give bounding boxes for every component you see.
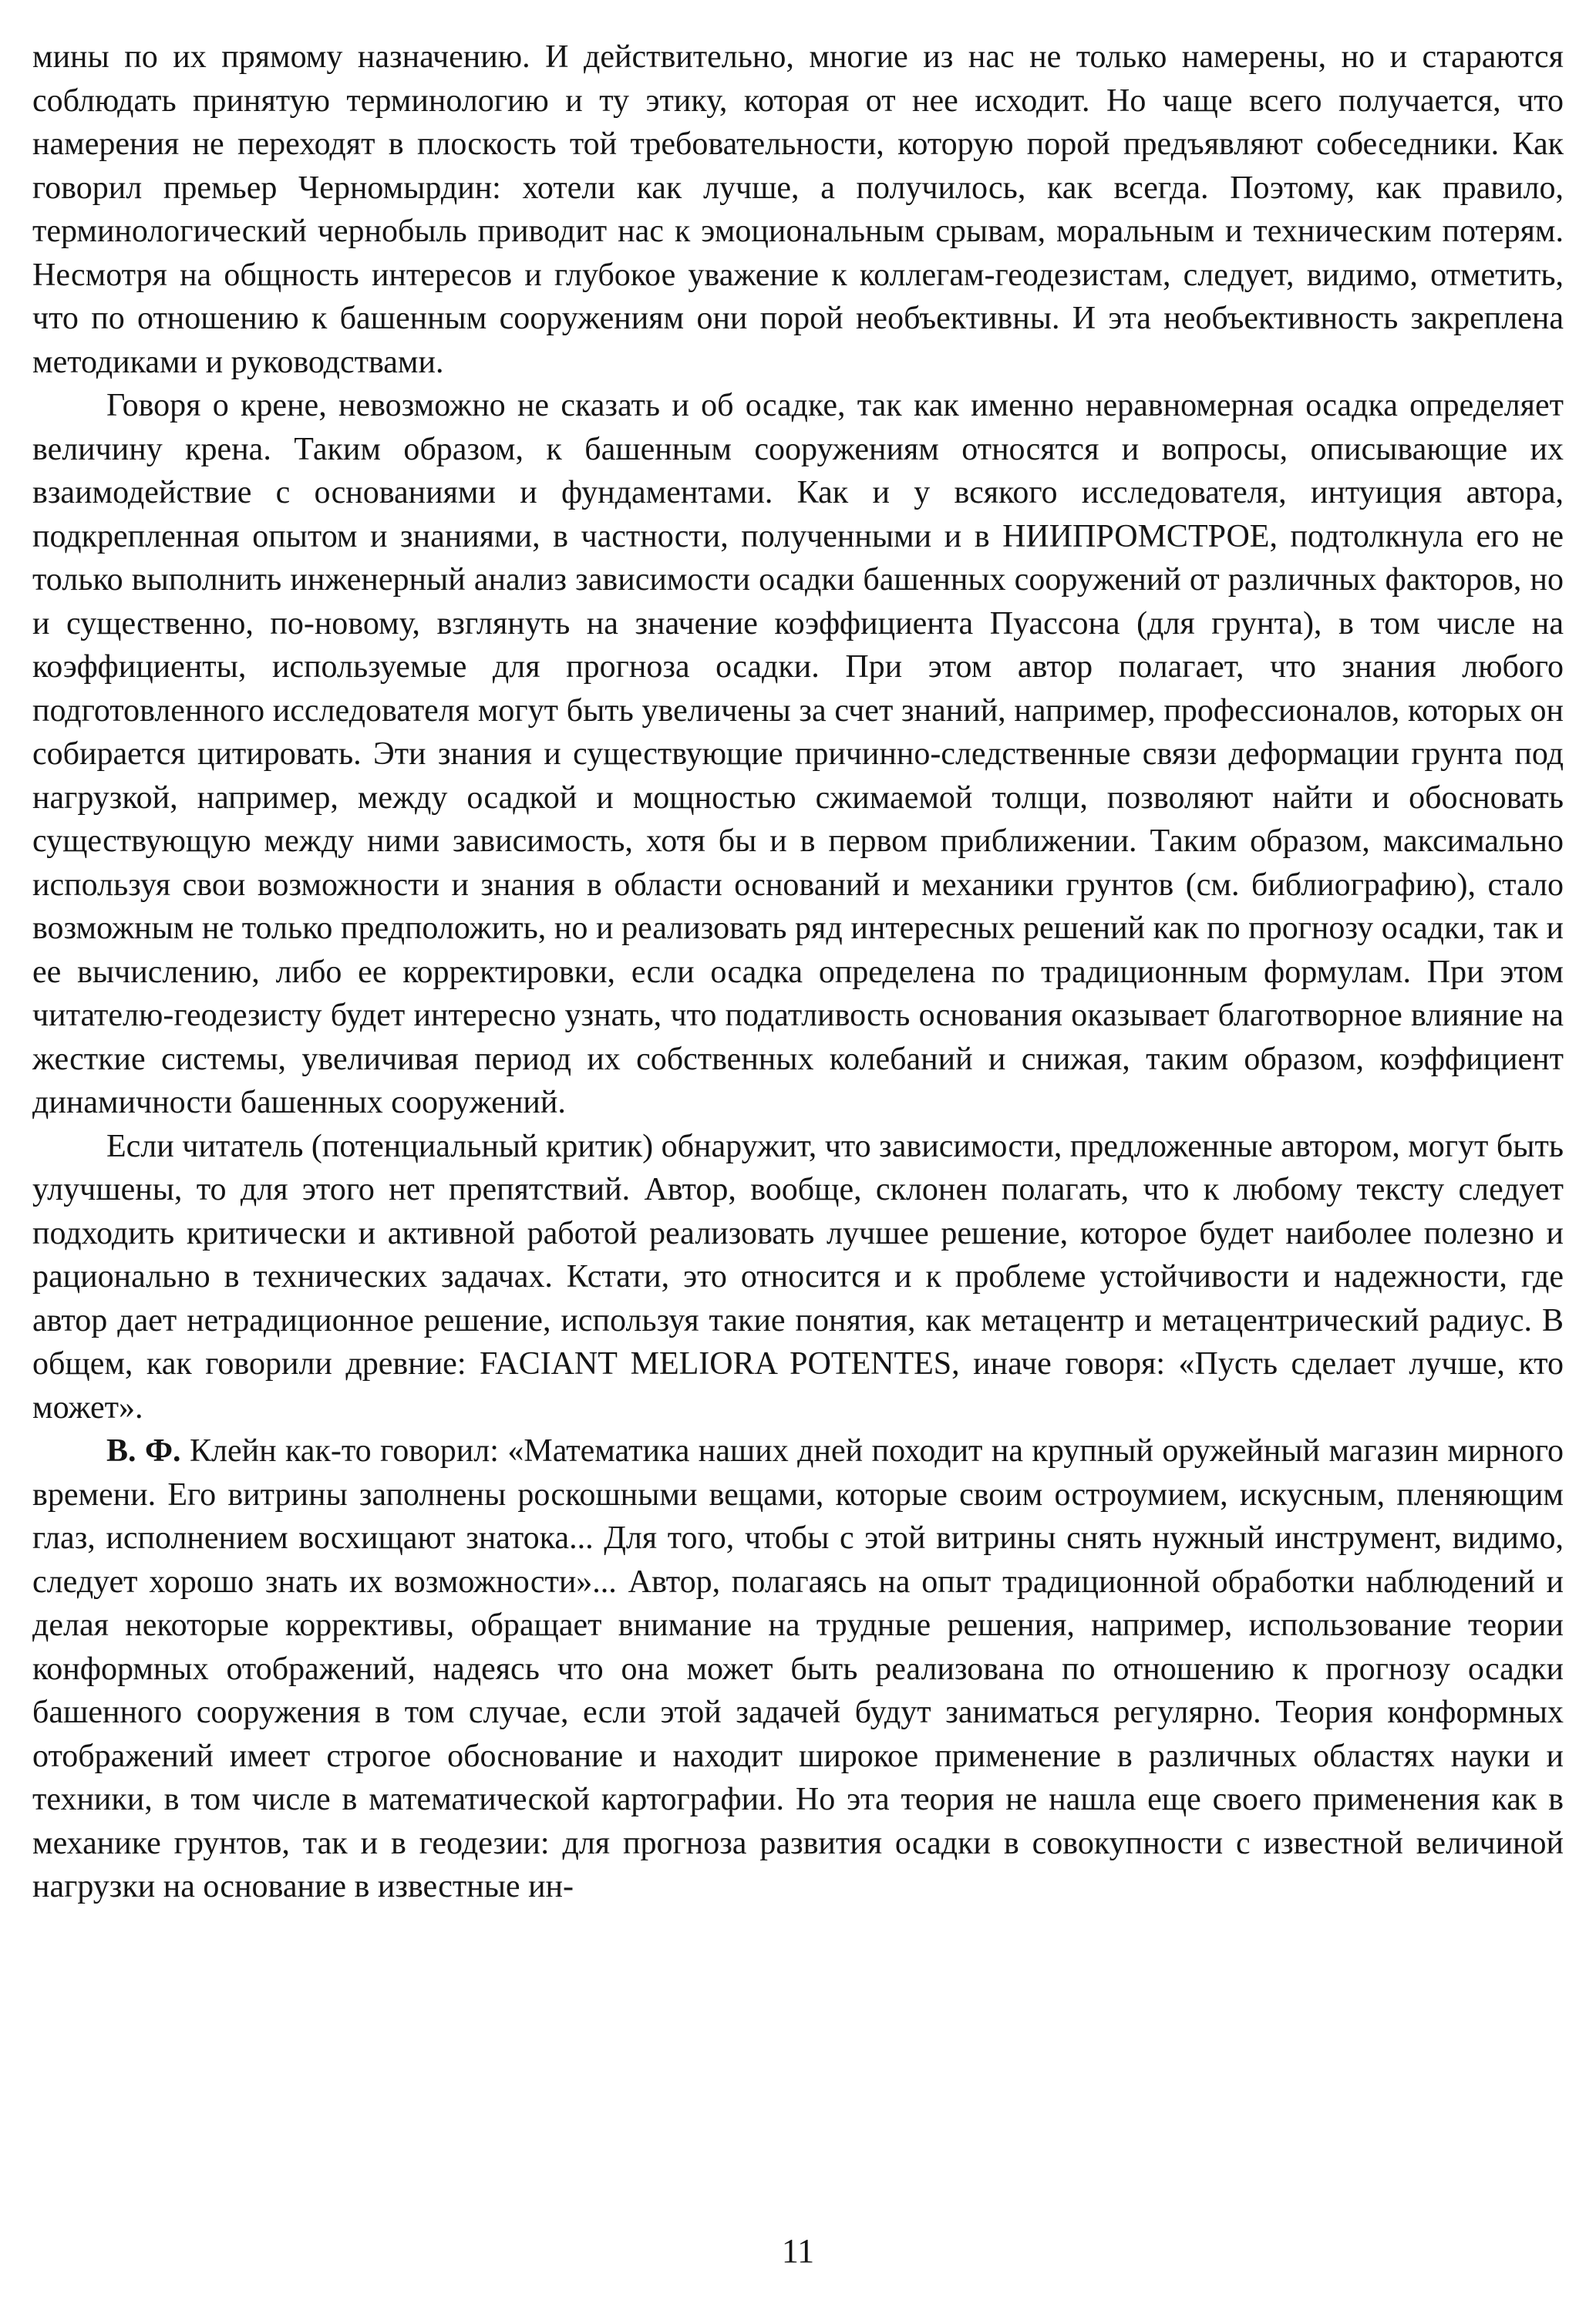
paragraph-1-text: мины по их прямому назначению. И действительно, многие из нас не только намерены, но и стараются соблюдать принятую терминологию и ту этику, которая от нее исходит. Но чаще всего получается, что намерения не переходят в плоскость той требовательности, которую порой предъявляют собеседники. Как говорил премьер Черномырдин: хотели как лучше, а получилось, как всегда. Поэтому, как правило, терминологический чернобыль приводит нас к эмоциональным срывам, моральным и техническим потерям. Несмотря на общность интересов и глубокое уважение к коллегам-геодезистам, следует, видимо, отметить, что по отношению к башенным сооружениям они порой необъективны. И эта необъективность закреплена методиками и руководствами. bbox=[32, 39, 1564, 380]
paragraph-3-text: Если читатель (потенциальный критик) обнаружит, что зависимости, предложенные автором, могут быть улучшены, то для этого нет препятствий. Автор, вообще, склонен полагать, что к любому тексту следует подходить критически и активной работой реализовать лучшее решение, которое будет наиболее полезно и рационально в технических задачах. Кстати, это относится и к проблеме устойчивости и надежности, где автор дает нетрадиционное решение, используя такие понятия, как метацентр и метацентрический радиус. В общем, как говорили древние: FACIANT MELIORA POTENTES, иначе говоря: «Пусть сделает лучше, кто может». bbox=[32, 1128, 1564, 1426]
paragraph-2-text: Говоря о крене, невозможно не сказать и об осадке, так как именно неравномерная осадка определяет величину крена. Таким образом, к башенным сооружениям относятся и вопросы, описывающие их взаимодействие с основаниями и фундаментами. Как и у всякого исследователя, интуиция автора, подкрепленная опытом и знаниями, в частности, полученными и в НИИПРОМСТРОЕ, подтолкнула его не только выполнить инженерный анализ зависимости осадки башенных сооружений от различных факторов, но и существенно, по-новому, взглянуть на значение коэффициента Пуассона (для грунта), в том числе на коэффициенты, используемые для прогноза осадки. При этом автор полагает, что знания любого подготовленного исследователя могут быть увеличены за счет знаний, например, профессионалов, которых он собирается цитировать. Эти знания и существующие причинно-следственные связи деформации грунта под нагрузкой, например, между осадкой и мощностью сжимаемой толщи, позволяют найти и обосновать существующую между ними зависимость, хотя бы и в первом приближении. Таким образом, максимально используя свои возможности и знания в области оснований и механики грунтов (см. библиографию), стало возможным не только предположить, но и реализовать ряд интересных решений как по прогнозу осадки, так и ее вычислению, либо ее корректировки, если осадка определена по традиционным формулам. При этом читателю-геодезисту будет интересно узнать, что податливость основания оказывает благотворное влияние на жесткие системы, увеличивая период их собственных колебаний и снижая, таким образом, коэффициент динамичности башенных сооружений. bbox=[32, 388, 1564, 1120]
paragraph-4-text: Клейн как-то говорил: «Математика наших дней походит на крупный оружейный магазин мирного времени. Его витрины заполнены роскошными вещами, которые своим остроумием, искусным, пленяющим глаз, исполнением восхищают знатока... Для того, чтобы с этой витрины снять нужный инструмент, видимо, следует хорошо знать их возможности»... Автор, полагаясь на опыт традиционной обработки наблюдений и делая некоторые коррективы, обращает внимание на трудные решения, например, использование теории конформных отображений, надеясь что она может быть реализована по отношению к прогнозу осадки башенного сооружения в том случае, если этой задачей будут заниматься регулярно. Теория конформных отображений имеет строгое обоснование и находит широкое применение в различных областях науки и техники, в том числе в математической картографии. Но эта теория не нашла еще своего применения как в механике грунтов, так и в геодезии: для прогноза развития осадки в совокупности с известной величиной нагрузки на основание в известные ин- bbox=[32, 1433, 1564, 1904]
paragraph-4 bbox=[32, 1429, 1564, 1909]
paragraph-3 bbox=[32, 1125, 1564, 1430]
page-number: 11 bbox=[781, 2232, 815, 2270]
page-body bbox=[32, 35, 1564, 1909]
paragraph-4-lead: В. Ф. bbox=[106, 1433, 181, 1469]
paragraph-2 bbox=[32, 384, 1564, 1125]
paragraph-1 bbox=[32, 35, 1564, 384]
